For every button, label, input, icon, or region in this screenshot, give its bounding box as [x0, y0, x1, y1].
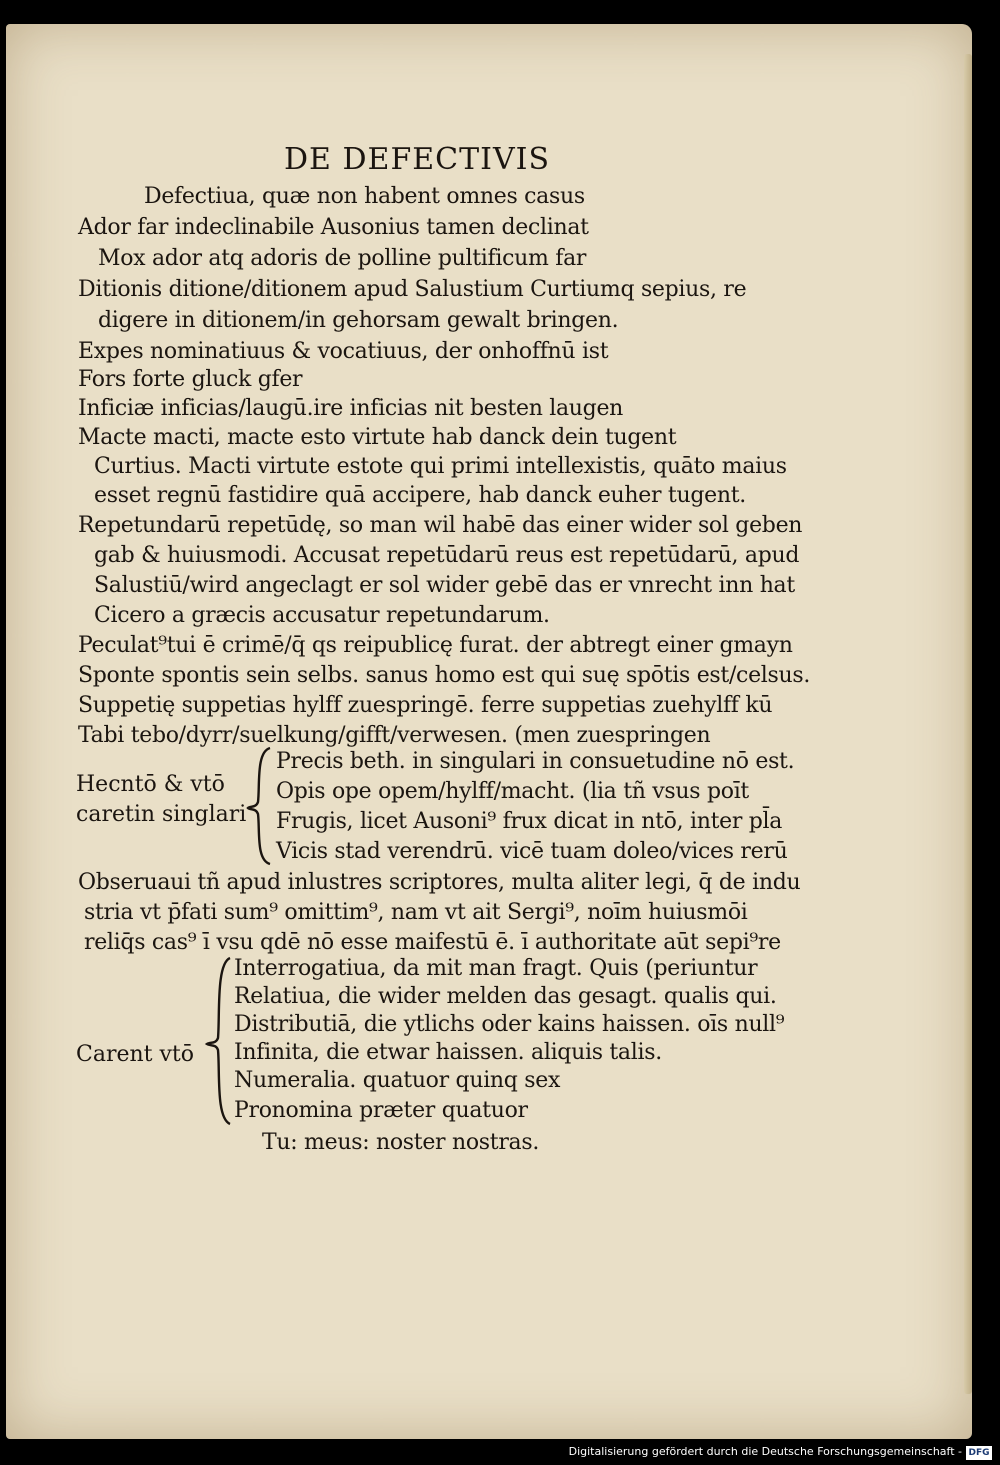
text-line: Peculat⁹tui ē crimē/q̄ qs reipublicę furat. der abtregt einer gmayn: [78, 633, 793, 658]
text-line: Ador far indeclinabile Ausonius tamen declinat: [78, 215, 589, 240]
group1-item: Precis beth. in singulari in consuetudine nō est.: [276, 749, 795, 774]
text-line: reliq̄s cas⁹ ī vsu qdē nō esse maifestū ē. ī authoritate aūt sepi⁹re: [84, 930, 781, 955]
group2-item: Interrogatiua, da mit man fragt. Quis (periuntur: [234, 956, 758, 981]
brace-icon: [204, 956, 236, 1126]
group2-item: Numeralia. quatuor quinq sex: [234, 1068, 561, 1093]
text-line: Mox ador atq adoris de polline pultificum far: [98, 246, 587, 271]
text-line: Curtius. Macti virtute estote qui primi intellexistis, quāto maius: [94, 454, 787, 479]
footer-credit: Digitalisierung gefördert durch die Deutsche Forschungsgemeinschaft -: [568, 1445, 962, 1458]
dfg-logo-icon: DFG: [966, 1446, 992, 1460]
book-page: [6, 24, 972, 1439]
text-line: Suppetię suppetias hylff zuespringē. ferre suppetias zuehylff kū: [78, 693, 773, 718]
text-line: Ditionis ditione/ditionem apud Salustium Curtiumq sepius, re: [78, 277, 747, 302]
brace-icon: [246, 746, 276, 866]
text-line: Tabi tebo/dyrr/suelkung/gifft/verwesen. (men zuespringen: [78, 723, 711, 748]
text-line: Obseruaui tñ apud inlustres scriptores, multa aliter legi, q̄ de indu: [78, 870, 801, 895]
text-line: Salustiū/wird angeclagt er sol wider gebē das er vnrecht inn hat: [94, 573, 795, 598]
text-line: esset regnū fastidire quā accipere, hab danck euher tugent.: [94, 483, 746, 508]
text-line: Defectiua, quæ non habent omnes casus: [144, 184, 585, 209]
text-line: Macte macti, macte esto virtute hab danck dein tugent: [78, 425, 677, 450]
text-line: Expes nominatiuus & vocatiuus, der onhoffnū ist: [78, 339, 609, 364]
group1-label: Hecntō & vtō: [76, 772, 225, 797]
group2-item: Infinita, die etwar haissen. aliquis talis.: [234, 1040, 662, 1065]
footer-bar: [0, 1439, 1000, 1465]
group2-item: Tu: meus: noster nostras.: [262, 1130, 540, 1155]
text-line: Repetundarū repetūdę, so man wil habē das einer wider sol geben: [78, 513, 803, 538]
group1-label: caretin singlari: [76, 802, 247, 827]
group1-item: Opis ope opem/hylff/macht. (lia tñ vsus poīt: [276, 779, 749, 804]
page-text: [6, 24, 972, 1439]
text-line: Sponte spontis sein selbs. sanus homo est qui suę spōtis est/celsus.: [78, 663, 811, 688]
page-title: DE DEFECTIVIS: [284, 142, 551, 177]
text-line: Fors forte gluck gfer: [78, 367, 303, 392]
text-line: Cicero a græcis accusatur repetundarum.: [94, 603, 550, 628]
text-line: Inficiæ inficias/laugū.ire inficias nit besten laugen: [78, 396, 624, 421]
group1-item: Vicis stad verendrū. vicē tuam doleo/vices rerū: [276, 839, 788, 864]
text-line: gab & huiusmodi. Accusat repetūdarū reus est repetūdarū, apud: [94, 543, 800, 568]
text-line: stria vt p̄fati sum⁹ omittim⁹, nam vt ait Sergi⁹, noīm huiusmōi: [84, 900, 748, 925]
group1-item: Frugis, licet Ausoni⁹ frux dicat in ntō, inter pl̄a: [276, 809, 783, 834]
group2-label: Carent vtō: [76, 1042, 195, 1067]
text-line: digere in ditionem/in gehorsam gewalt bringen.: [98, 308, 619, 333]
group2-item: Distributiā, die ytlichs oder kains haissen. oīs null⁹: [234, 1012, 785, 1037]
group2-item: Relatiua, die wider melden das gesagt. qualis qui.: [234, 984, 777, 1009]
group2-item: Pronomina præter quatuor: [234, 1098, 528, 1123]
